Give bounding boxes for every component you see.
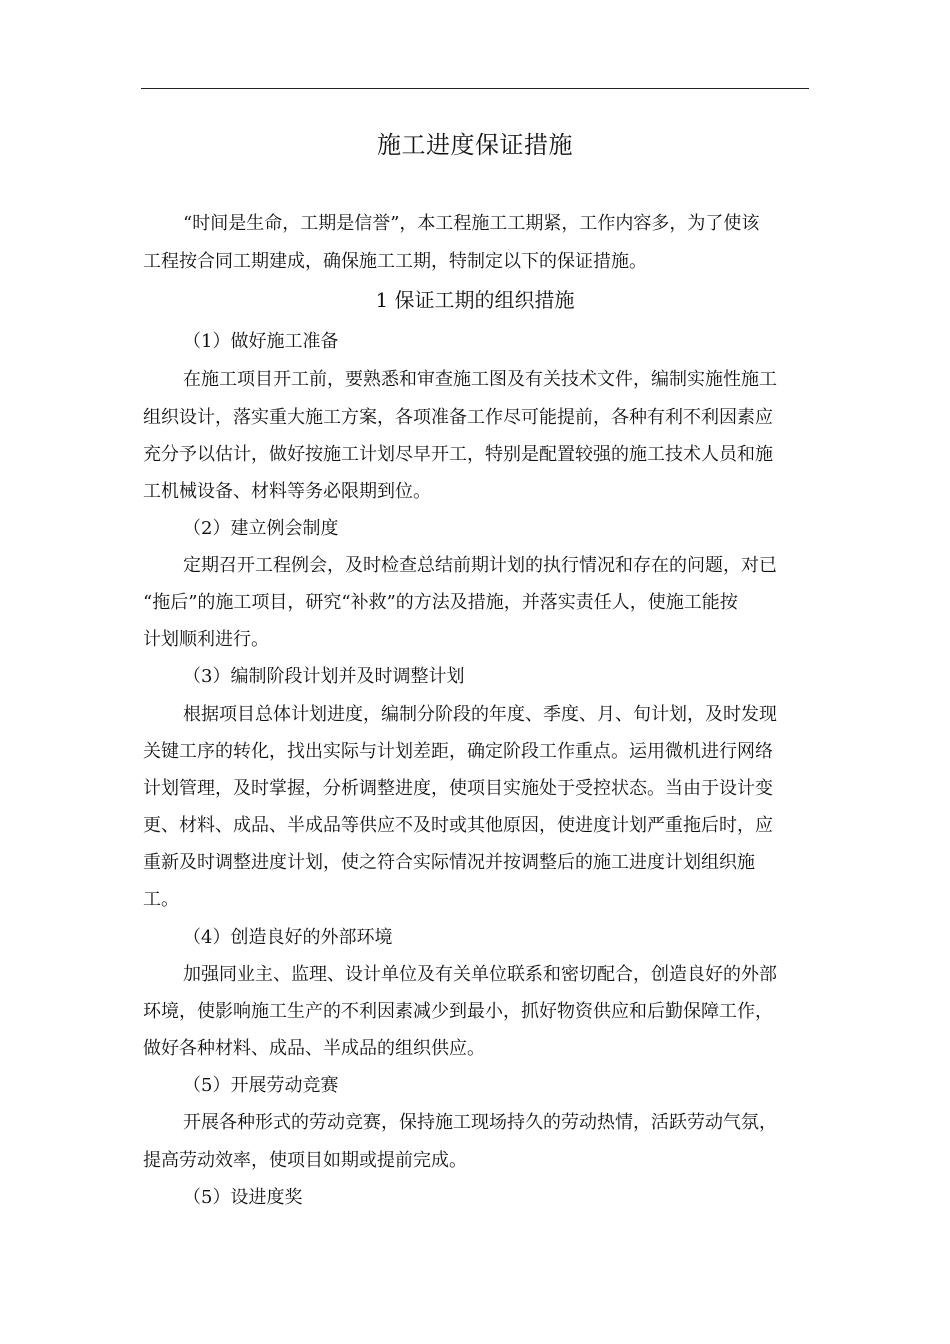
item-heading: （5）设进度奖 (183, 1187, 303, 1208)
paragraph-line: 计划管理，及时掌握，分析调整进度，使项目实施处于受控状态。当由于设计变 (143, 778, 773, 799)
item-heading: （2）建立例会制度 (183, 518, 339, 539)
paragraph-line: 重新及时调整进度计划，使之符合实际情况并按调整后的施工进度计划组织施 (143, 852, 755, 873)
paragraph-line: 做好各种材料、成品、半成品的组织供应。 (143, 1038, 485, 1059)
paragraph-line: 加强同业主、监理、设计单位及有关单位联系和密切配合，创造良好的外部 (183, 964, 777, 985)
paragraph-line: 定期召开工程例会，及时检查总结前期计划的执行情况和存在的问题，对已 (183, 555, 777, 576)
intro-line: 工程按合同工期建成，确保施工工期，特制定以下的保证措施。 (143, 251, 647, 272)
paragraph-line: 提高劳动效率，使项目如期或提前完成。 (143, 1150, 467, 1171)
item-heading: （4）创造良好的外部环境 (183, 927, 393, 948)
paragraph-line: “拖后”的施工项目，研究“补救”的方法及措施，并落实责任人，使施工能按 (143, 592, 738, 613)
section-heading: 1 保证工期的组织措施 (375, 288, 575, 312)
intro-line: “时间是生命，工期是信誉”，本工程施工工期紧，工作内容多，为了使该 (183, 213, 760, 234)
paragraph-line: 计划顺利进行。 (143, 629, 269, 650)
paragraph-line: 环境，使影响施工生产的不利因素减少到最小，抓好物资供应和后勤保障工作， (143, 1001, 773, 1022)
item-heading: （5）开展劳动竞赛 (183, 1075, 339, 1096)
page-title: 施工进度保证措施 (377, 131, 573, 159)
paragraph-line: 在施工项目开工前，要熟悉和审查施工图及有关技术文件，编制实施性施工 (183, 369, 777, 390)
item-heading: （3）编制阶段计划并及时调整计划 (183, 666, 465, 687)
paragraph-line: 关键工序的转化，找出实际与计划差距，确定阶段工作重点。运用微机进行网络 (143, 741, 773, 762)
paragraph-line: 充分予以估计，做好按施工计划尽早开工，特别是配置较强的施工技术人员和施 (143, 444, 773, 465)
paragraph-line: 更、材料、成品、半成品等供应不及时或其他原因，使进度计划严重拖后时，应 (143, 815, 773, 836)
paragraph-line: 开展各种形式的劳动竞赛，保持施工现场持久的劳动热情，活跃劳动气氛， (183, 1112, 777, 1133)
top-rule (141, 88, 809, 89)
paragraph-line: 根据项目总体计划进度，编制分阶段的年度、季度、月、旬计划，及时发现 (183, 704, 777, 725)
paragraph-line: 工。 (143, 889, 179, 910)
paragraph-line: 组织设计，落实重大施工方案，各项准备工作尽可能提前，各种有利不利因素应 (143, 407, 773, 428)
paragraph-line: 工机械设备、材料等务必限期到位。 (143, 481, 431, 502)
item-heading: （1）做好施工准备 (183, 331, 339, 352)
